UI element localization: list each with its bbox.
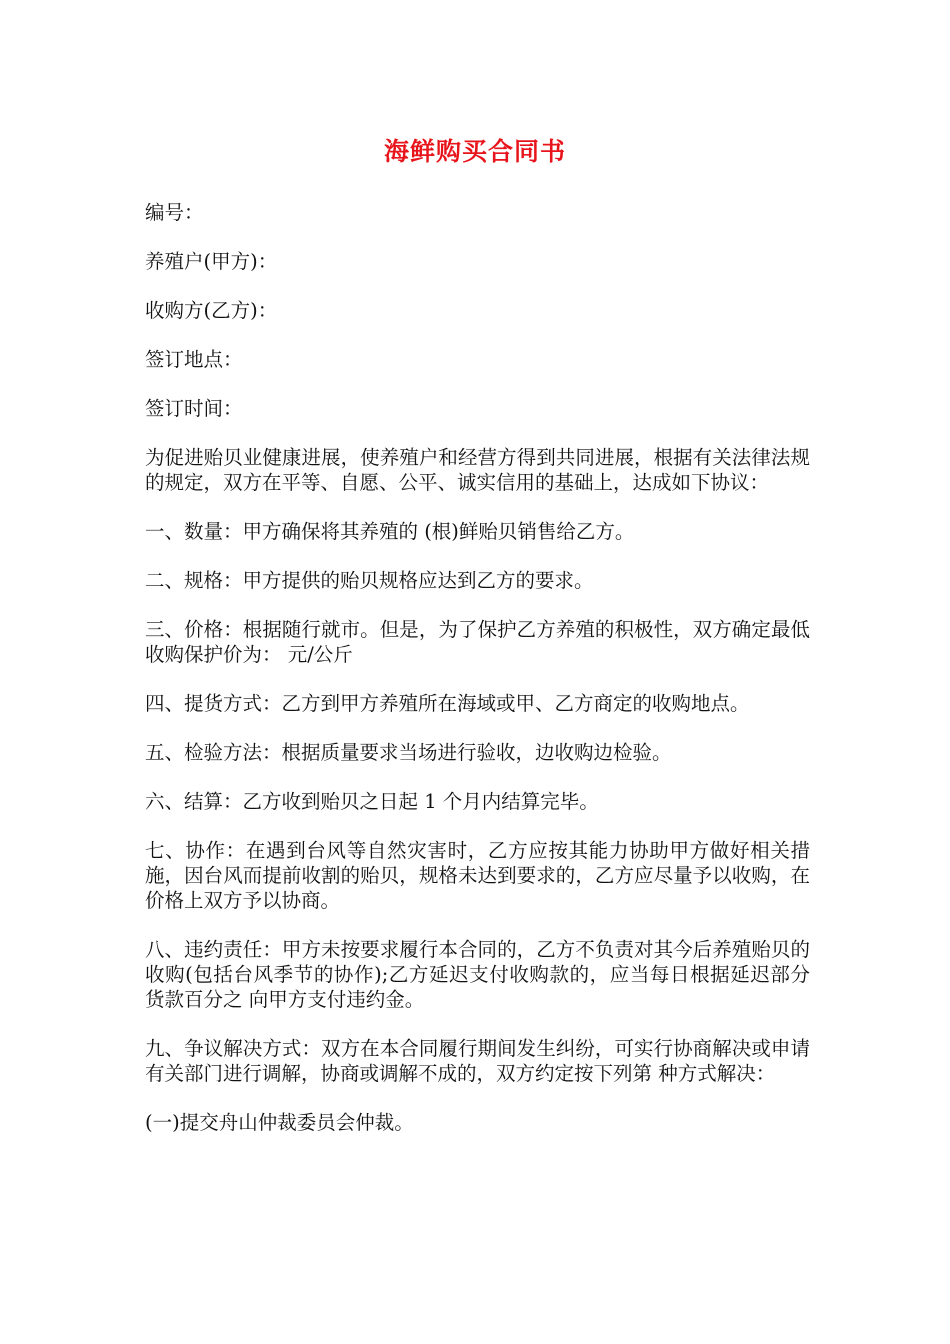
field-party-b: 收购方(乙方)： xyxy=(145,299,278,322)
clause-settlement: 六、结算：乙方收到贻贝之日起 1 个月内结算完毕。 xyxy=(145,790,599,813)
clause-breach-liability: 八、违约责任：甲方未按要求履行本合同的，乙方不负责对其今后养殖贻贝的收购(包括台风季节的协作);乙方延迟支付收购款的，应当每日根据延迟部分货款百分之 向甲方支付违约金。 xyxy=(145,938,810,1011)
field-signing-time: 签订时间： xyxy=(145,397,243,420)
clause-quantity: 一、数量：甲方确保将其养殖的 (根)鲜贻贝销售给乙方。 xyxy=(145,520,635,543)
clause-cooperation: 七、协作：在遇到台风等自然灾害时，乙方应按其能力协助甲方做好相关措施，因台风而提前收割的贻贝，规格未达到要求的，乙方应尽量予以收购，在价格上双方予以协商。 xyxy=(145,839,810,912)
preamble-paragraph: 为促进贻贝业健康进展，使养殖户和经营方得到共同进展，根据有关法律法规的规定，双方在平等、自愿、公平、诚实信用的基础上，达成如下协议： xyxy=(145,446,810,494)
field-contract-number: 编号： xyxy=(145,201,204,224)
field-party-a: 养殖户(甲方)： xyxy=(145,250,278,273)
clause-specification: 二、规格：甲方提供的贻贝规格应达到乙方的要求。 xyxy=(145,569,594,592)
clause-arbitration-option: (一)提交舟山仲裁委员会仲裁。 xyxy=(145,1111,414,1134)
clause-inspection: 五、检验方法：根据质量要求当场进行验收，边收购边检验。 xyxy=(145,741,672,764)
clause-price: 三、价格：根据随行就市。但是，为了保护乙方养殖的积极性，双方确定最低收购保护价为： 元/公斤 xyxy=(145,618,810,666)
field-signing-place: 签订地点： xyxy=(145,348,243,371)
document-title: 海鲜购买合同书 xyxy=(383,137,566,166)
clause-dispute-resolution: 九、争议解决方式：双方在本合同履行期间发生纠纷，可实行协商解决或申请有关部门进行调解，协商或调解不成的，双方约定按下列第 种方式解决： xyxy=(145,1037,810,1085)
clause-delivery: 四、提货方式：乙方到甲方养殖所在海域或甲、乙方商定的收购地点。 xyxy=(145,692,750,715)
document-body xyxy=(145,200,810,1159)
